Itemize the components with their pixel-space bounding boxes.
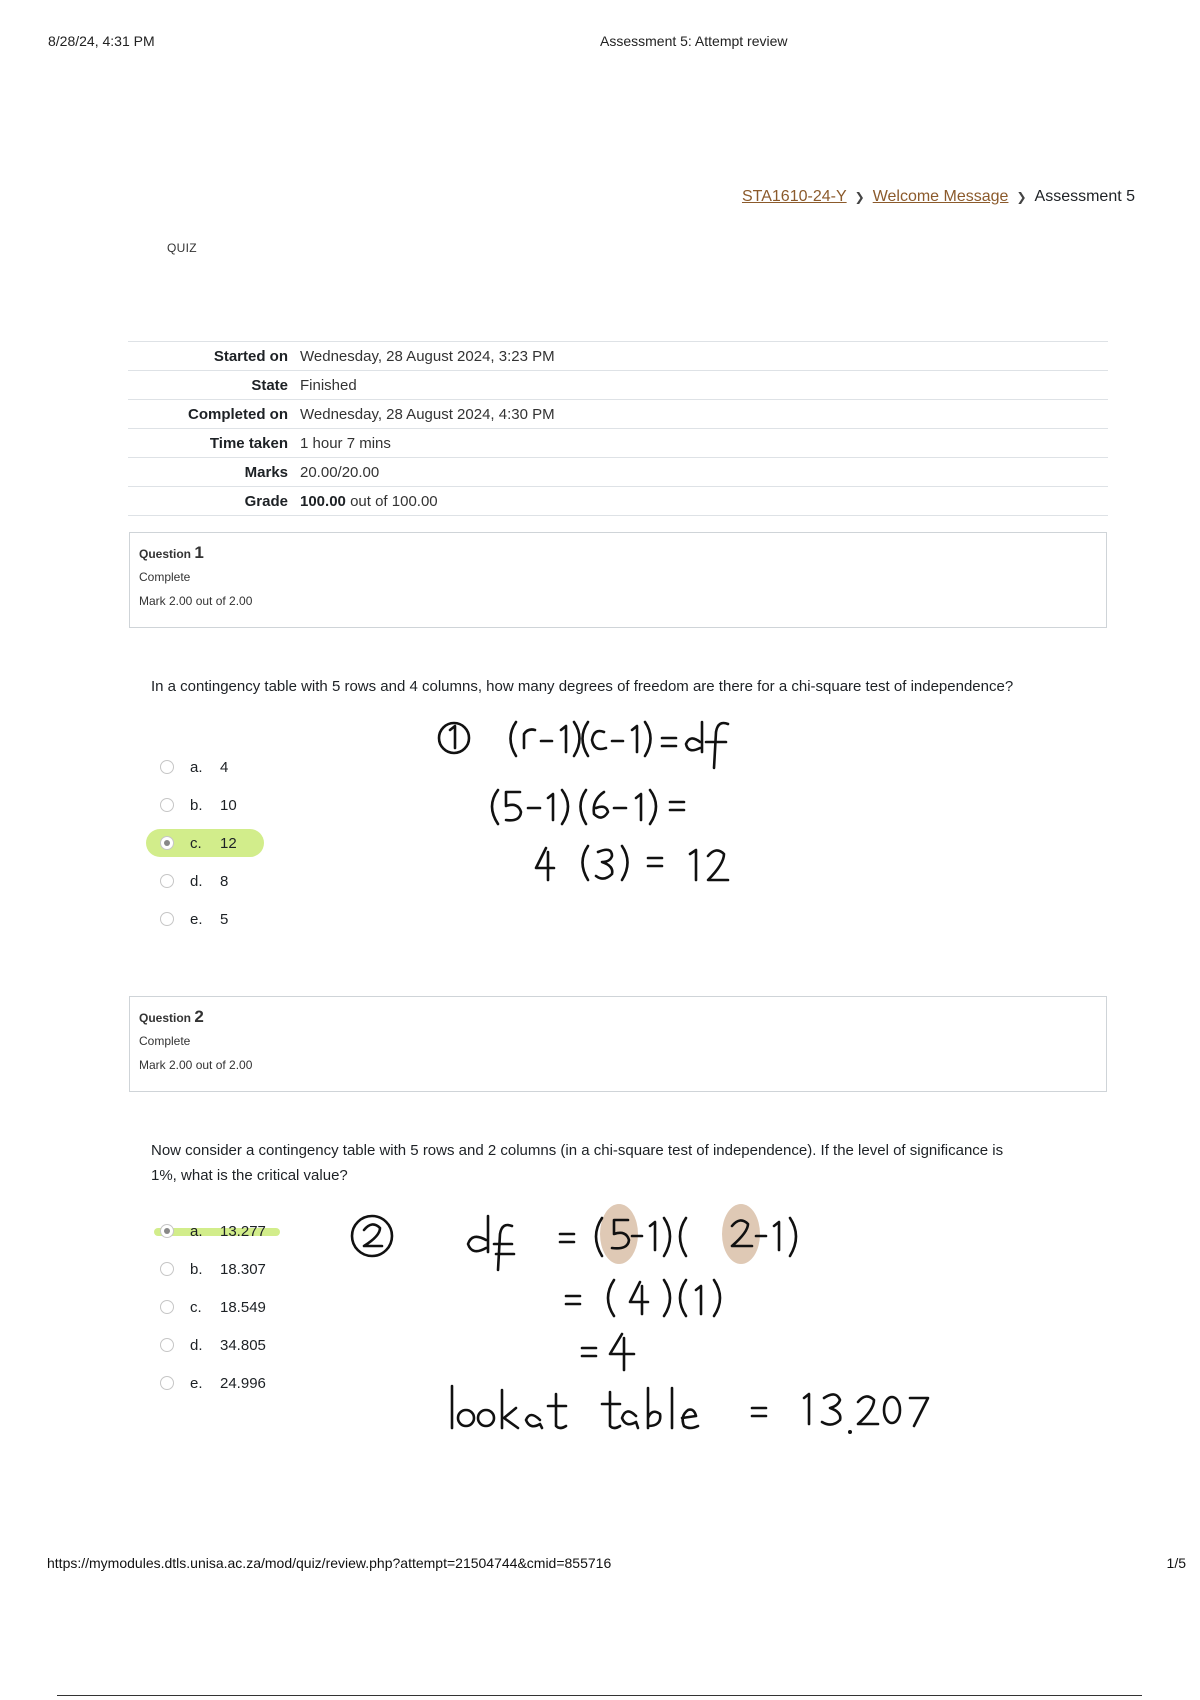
handwritten-step-two	[566, 1280, 720, 1316]
grade-out-of: out of 100.00	[350, 492, 438, 510]
handwritten-circle-mark	[722, 1204, 760, 1264]
breadcrumb-current: Assessment 5	[1034, 188, 1135, 205]
summary-row	[128, 400, 1108, 429]
answer-text: 10	[220, 796, 237, 814]
handwritten-substitution	[492, 790, 684, 824]
handwritten-circled-two	[352, 1216, 392, 1256]
question-state: Complete	[139, 570, 191, 584]
question-label: Question	[139, 547, 192, 561]
summary-value	[300, 487, 1108, 516]
question-number: 1	[194, 543, 204, 562]
answer-text: 18.549	[220, 1298, 266, 1316]
summary-value: Wednesday, 28 August 2024, 3:23 PM	[300, 347, 555, 365]
chevron-right-icon: ❯	[1016, 190, 1027, 204]
breadcrumb	[742, 188, 1135, 206]
handwritten-circled-one	[439, 723, 469, 753]
handwritten-df-formula-q2	[468, 1216, 796, 1270]
answer-option[interactable]	[160, 1294, 266, 1320]
summary-row	[128, 429, 1108, 458]
question-number: 2	[194, 1007, 204, 1026]
summary-label: Completed on	[188, 405, 288, 423]
answer-text: 12	[220, 834, 237, 852]
radio-button-checked[interactable]	[160, 836, 174, 850]
question-state: Complete	[139, 1034, 191, 1048]
radio-button[interactable]	[160, 760, 174, 774]
answer-letter: b.	[190, 1260, 203, 1278]
question-text: Now consider a contingency table with 5 rows and 2 columns (in a chi-square test of independence). If the level of significance is 1%, what is the critical value?	[151, 1142, 1004, 1184]
summary-label: State	[251, 376, 288, 394]
attempt-summary-table	[128, 341, 1108, 516]
print-datetime: 8/28/24, 4:31 PM	[48, 33, 155, 49]
answer-option[interactable]	[160, 868, 228, 894]
answer-letter: e.	[190, 1374, 203, 1392]
answer-text: 34.805	[220, 1336, 266, 1354]
chevron-right-icon: ❯	[854, 190, 865, 204]
summary-value: Wednesday, 28 August 2024, 4:30 PM	[300, 405, 555, 423]
radio-button[interactable]	[160, 1376, 174, 1390]
answer-option[interactable]	[160, 792, 237, 818]
grade-value: 100.00	[300, 492, 346, 510]
summary-label: Time taken	[209, 434, 288, 452]
summary-value: Finished	[300, 376, 357, 394]
radio-button[interactable]	[160, 1262, 174, 1276]
question-grade: Mark 2.00 out of 2.00	[139, 594, 253, 608]
answer-letter: b.	[190, 796, 203, 814]
summary-value: 1 hour 7 mins	[300, 434, 391, 452]
answer-text: 13.277	[220, 1222, 266, 1240]
answer-letter: d.	[190, 1336, 203, 1354]
summary-row	[128, 487, 1108, 516]
summary-label: Started on	[213, 347, 288, 365]
answer-text: 18.307	[220, 1260, 266, 1278]
question-info-box	[129, 532, 1107, 628]
answer-letter: e.	[190, 910, 203, 928]
handwritten-result-twelve	[536, 846, 728, 880]
radio-button[interactable]	[160, 1300, 174, 1314]
question-text: In a contingency table with 5 rows and 4 columns, how many degrees of freedom are there for a chi-square test of independence?	[151, 678, 1014, 695]
question-label: Question	[139, 1011, 192, 1025]
answer-text: 8	[220, 872, 229, 890]
radio-button[interactable]	[160, 874, 174, 888]
answer-text: 5	[220, 910, 229, 928]
answer-letter: a.	[190, 1222, 203, 1240]
answer-letter: a.	[190, 758, 203, 776]
radio-button[interactable]	[160, 798, 174, 812]
summary-row	[128, 371, 1108, 400]
summary-value: 20.00/20.00	[300, 463, 380, 481]
radio-button[interactable]	[160, 912, 174, 926]
answer-text: 24.996	[220, 1374, 266, 1392]
answer-option[interactable]	[160, 754, 228, 780]
answer-letter: c.	[190, 834, 202, 852]
handwritten-df-formula	[511, 722, 729, 768]
radio-button-checked[interactable]	[160, 1224, 174, 1238]
handwritten-step-three	[582, 1334, 634, 1370]
print-footer-url: https://mymodules.dtls.unisa.ac.za/mod/quiz/review.php?attempt=21504744&cmid=855716	[47, 1555, 612, 1571]
divider	[57, 1695, 1142, 1696]
question-info-box	[129, 996, 1107, 1092]
activity-type-label: QUIZ	[167, 241, 197, 255]
breadcrumb-section-link[interactable]: Welcome Message	[872, 188, 1009, 205]
answer-option[interactable]	[160, 1256, 266, 1282]
handwritten-circle-mark	[600, 1204, 638, 1264]
answer-option[interactable]	[160, 906, 228, 932]
question-grade: Mark 2.00 out of 2.00	[139, 1058, 253, 1072]
print-title: Assessment 5: Attempt review	[600, 33, 788, 49]
answer-option-selected[interactable]	[160, 1218, 266, 1244]
summary-label: Grade	[244, 492, 288, 510]
breadcrumb-course-link[interactable]: STA1610-24-Y	[741, 188, 847, 205]
answer-option-selected[interactable]	[160, 830, 237, 856]
answer-letter: d.	[190, 872, 203, 890]
answer-text: 4	[220, 758, 229, 776]
radio-button[interactable]	[160, 1338, 174, 1352]
summary-label: Marks	[244, 463, 288, 481]
summary-row	[128, 458, 1108, 487]
print-page-number: 1/5	[1166, 1555, 1186, 1571]
handwritten-look-at-table	[452, 1386, 928, 1434]
answer-option[interactable]	[160, 1332, 266, 1358]
answer-option[interactable]	[160, 1370, 266, 1396]
summary-row	[128, 342, 1108, 371]
answer-letter: c.	[190, 1298, 202, 1316]
